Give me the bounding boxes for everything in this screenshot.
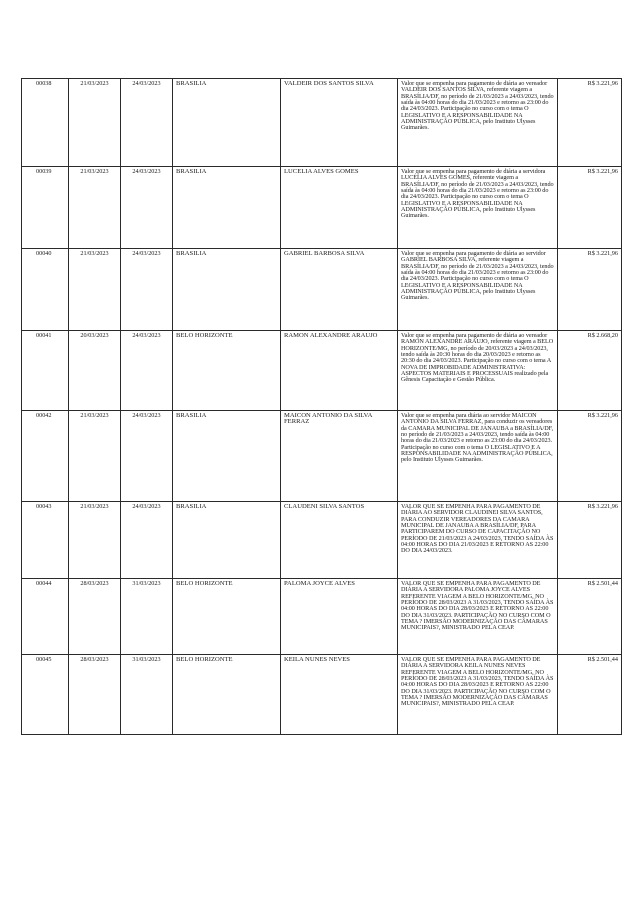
table-row [22, 167, 622, 249]
beneficiary-name: GABRIEL BARBOSA SILVA [281, 249, 398, 331]
amount: R$ 3.221,96 [558, 411, 622, 502]
beneficiary-name: MAICON ANTONIO DA SILVA FERRAZ [281, 411, 398, 502]
destination: BRASILIA [173, 249, 281, 331]
start-date: 21/03/2023 [69, 411, 121, 502]
start-date: 21/03/2023 [69, 167, 121, 249]
end-date: 24/03/2023 [121, 79, 173, 167]
destination: BELO HORIZONTE [173, 579, 281, 655]
record-number: 00041 [22, 331, 69, 411]
destination: BRASILIA [173, 79, 281, 167]
table-row [22, 249, 622, 331]
start-date: 21/03/2023 [69, 502, 121, 579]
record-number: 00042 [22, 411, 69, 502]
destination: BRASILIA [173, 502, 281, 579]
daily-allowance-table [21, 78, 622, 735]
table-row [22, 79, 622, 167]
destination: BRASILIA [173, 411, 281, 502]
amount: R$ 3.221,96 [558, 249, 622, 331]
start-date: 20/03/2023 [69, 331, 121, 411]
description: Valor que se empenha para pagamento de diária a servidora LUCÉLIA ALVES GOMES, referente viagem a BRASÍLIA/DF, no período de 21/03/2023 a 24/03/2023, tendo saída às 04:00 horas do dia 21/03/2023 e retorno as 23:00 do dia 24/03/2023. Participação no curso com o tema O LEGISLATIVO E A RESPONSABILIDADE NA ADMINISTRAÇÃO PÚBLICA, pelo Instituto Ulysses Guimarães. [398, 167, 558, 249]
beneficiary-name: PALOMA JOYCE ALVES [281, 579, 398, 655]
start-date: 28/03/2023 [69, 579, 121, 655]
description: Valor que se empenha para pagamento de diária ao servidor GABRIEL BARBOSA SILVA, referente viagem a BRASÍLIA/DF, no período de 21/03/2023 a 24/03/2023, tendo saída às 04:00 horas do dia 21/03/2023 e retorno as 23:00 do dia 24/03/2023. Participação no curso com o tema O LEGISLATIVO E A RESPONSABILIDADE NA ADMINISTRAÇÃO PÚBLICA, pelo Instituto Ulysses Guimarães. [398, 249, 558, 331]
amount: R$ 2.668,20 [558, 331, 622, 411]
destination: BRASILIA [173, 167, 281, 249]
beneficiary-name: KEILA NUNES NEVES [281, 655, 398, 735]
amount: R$ 3.221,96 [558, 79, 622, 167]
beneficiary-name: RAMON ALEXANDRE ARAUJO [281, 331, 398, 411]
end-date: 24/03/2023 [121, 502, 173, 579]
end-date: 24/03/2023 [121, 331, 173, 411]
table-row [22, 579, 622, 655]
beneficiary-name: VALDEIR DOS SANTOS SILVA [281, 79, 398, 167]
end-date: 24/03/2023 [121, 167, 173, 249]
table-row [22, 655, 622, 735]
amount: R$ 3.221,96 [558, 167, 622, 249]
end-date: 31/03/2023 [121, 655, 173, 735]
end-date: 24/03/2023 [121, 249, 173, 331]
beneficiary-name: LUCELIA ALVES GOMES [281, 167, 398, 249]
description: VALOR QUE SE EMPENHA PARA PAGAMENTO DE DIÁRIA AO SERVIDOR CLAUDINEI SILVA SANTOS, PARA CONDUZIR VEREADORES DA CAMARA MUNICIPAL DE JANAUBA A BRASÍLIA/DF, PARA PARTICIPAREM DO CURSO DE CAPACITAÇÃO NO PERÍODO DE 21/03/2023 A 24/03/2023, TENDO SAÍDA ÀS 04:00 HORAS DO DIA 21/03/2023 E RETORNO AS 22:00 DO DIA 24/03/2023. [398, 502, 558, 579]
amount: R$ 2.501,44 [558, 579, 622, 655]
beneficiary-name: CLAUDENI SILVA SANTOS [281, 502, 398, 579]
table-row [22, 502, 622, 579]
record-number: 00040 [22, 249, 69, 331]
description: Valor que se empenha para pagamento de diária ao vereador VALDEIR DOS SANTOS SILVA, referente viagem a BRASÍLIA/DF, no período de 21/03/2023 a 24/03/2023, tendo saída às 04:00 horas do dia 21/03/2023 e retorno as 23:00 do dia 24/03/2023. Participação no curso com o tema O LEGISLATIVO E A RESPONSABILIDADE NA ADMINISTRAÇÃO PÚBLICA, pelo Instituto Ulysses Guimarães. [398, 79, 558, 167]
record-number: 00045 [22, 655, 69, 735]
start-date: 21/03/2023 [69, 79, 121, 167]
record-number: 00038 [22, 79, 69, 167]
table-row [22, 331, 622, 411]
record-number: 00039 [22, 167, 69, 249]
table-row [22, 411, 622, 502]
description: Valor que se empenha para diária ao servidor MAICON ANTONIO DA SILVA FERRAZ, para conduzir os vereadores da CAMARA MUNICIPAL DE JANAUBA a BRASÍLIA/DF, no período de 21/03/2023 a 24/03/2023, tendo saída às 04:00 horas do dia 21/03/2023 e retorno as 23:00 do dia 24/03/2023. Participação no curso com o tema O LEGISLATIVO E A RESPONSABILIDADE NA ADMINISTRAÇÃO PÚBLICA, pelo Instituto Ulysses Guimarães. [398, 411, 558, 502]
description: VALOR QUE SE EMPENHA PARA PAGAMENTO DE DIÁRIA A SERVIDORA PALOMA JOYCE ALVES REFERENTE VIAGEM A BELO HORIZONTE/MG, NO PERÍODO DE 28/03/2023 A 31/03/2023, TENDO SAÍDA ÀS 04:00 HORAS DO DIA 28/03/2023 E RETORNO AS 22:00 DO DIA 31/03/2023. PARTICIPAÇÃO NO CURSO COM O TEMA ? IMERSÃO MODERNIZAÇÃO DAS CÂMARAS MUNICIPAIS?, MINISTRADO PELA CEAP. [398, 579, 558, 655]
end-date: 24/03/2023 [121, 411, 173, 502]
destination: BELO HORIZONTE [173, 331, 281, 411]
description: Valor que se empenha para pagamento de diária ao vereador RAMON ALEXANDRE ARAUJO, referente viagem a BELO HORIZONTE/MG, no período de 20/03/2023 a 24/03/2023, tendo saída às 20:30 horas do dia 20/03/2023 e retorno as 20:30 do dia 24/03/2023. Participação no curso com o tema A NOVA DE IMPROBIDADE ADMINISTRATIVA: ASPECTOS MATERIAIS E PROCESSUAIS realizado pela Gênesis Capacitação e Gestão Pública. [398, 331, 558, 411]
start-date: 28/03/2023 [69, 655, 121, 735]
record-number: 00044 [22, 579, 69, 655]
amount: R$ 2.501,44 [558, 655, 622, 735]
end-date: 31/03/2023 [121, 579, 173, 655]
destination: BELO HORIZONTE [173, 655, 281, 735]
record-number: 00043 [22, 502, 69, 579]
description: VALOR QUE SE EMPENHA PARA PAGAMENTO DE DIÁRIA A SERVIDORA KEILA NUNES NEVES REFERENTE VIAGEM A BELO HORIZONTE/MG, NO PERÍODO DE 28/03/2023 A 31/03/2023, TENDO SAÍDA ÀS 04:00 HORAS DO DIA 28/03/2023 E RETORNO AS 22:00 DO DIA 31/03/2023. PARTICIPAÇÃO NO CURSO COM O TEMA ? IMERSÃO MODERNIZAÇÃO DAS CÂMARAS MUNICIPAIS?, MINISTRADO PELA CEAP. [398, 655, 558, 735]
amount: R$ 3.221,96 [558, 502, 622, 579]
start-date: 21/03/2023 [69, 249, 121, 331]
